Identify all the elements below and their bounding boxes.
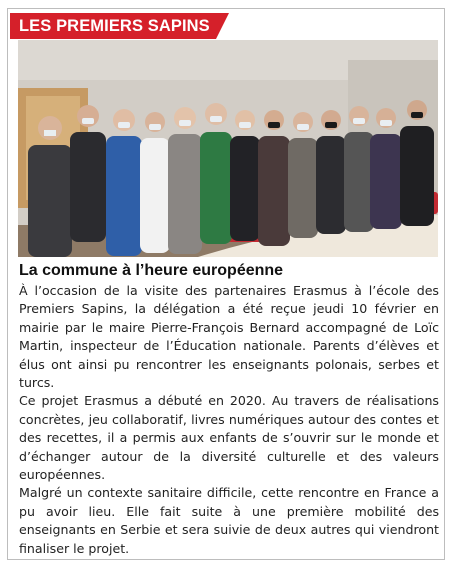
- section-banner: [10, 13, 216, 39]
- article-paragraph: À l’occasion de la visite des partenaires Erasmus à l’école des Premiers Sapins, la délégation a été reçue jeudi 10 février en mairie par le maire Pierre-François Bernard accompagné de Loïc Martin, inspecteur de l’Éducation nationale. Parents d’élèves et élus ont ainsi pu rencontrer les enseignants polonais, serbes et turcs.: [19, 283, 439, 391]
- group-photo-illustration: [18, 40, 438, 257]
- banner-label: LES PREMIERS SAPINS: [19, 17, 210, 35]
- article-title: La commune à l’heure européenne: [19, 262, 284, 279]
- article-body: [19, 282, 439, 558]
- article-paragraph: Malgré un contexte sanitaire difficile, cette rencontre en France a pu avoir lieu. Elle fait suite à une première mobilité des enseignants en Serbie et sera suivie de deux autres qui viendront finaliser le projet.: [19, 485, 439, 556]
- article-paragraph: Ce projet Erasmus a débuté en 2020. Au travers de réalisations concrètes, jeu collaboratif, livres numériques autour des contes et des recettes, il a permis aux enfants de s’ouvrir sur le monde et d’échanger autour de la diversité culturelle et des valeurs européennes.: [19, 393, 439, 483]
- group-photo: [18, 40, 438, 257]
